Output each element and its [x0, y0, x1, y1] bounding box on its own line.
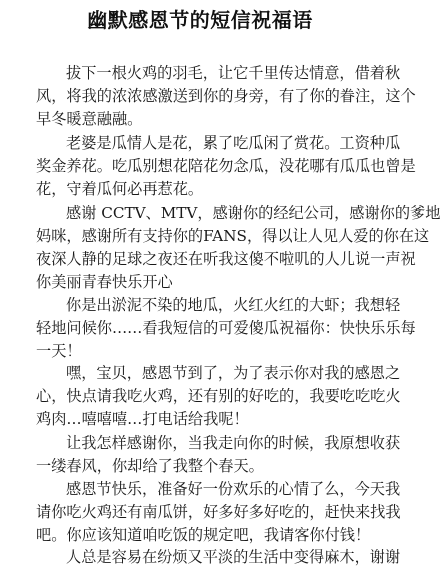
paragraph-line: 老婆是瓜情人是花，累了吃瓜闲了赏花。工资种瓜 [66, 134, 401, 152]
paragraph-4 [36, 294, 416, 363]
paragraph-line: 风，将我的浓浓感激送到你的身旁，有了你的眷注，这个 [36, 87, 416, 105]
paragraph-6 [36, 432, 401, 478]
paragraph-line: 拔下一根火鸡的羽毛，让它千里传达情意，借着秋 [66, 64, 401, 82]
paragraph-line: 感恩节快乐，准备好一份欢乐的心情了么，今天我 [66, 480, 401, 498]
paragraph-line: 一天！ [36, 342, 82, 360]
paragraph-line: 感谢 CCTV、MTV，感谢你的经纪公司，感谢你的爹地 [66, 204, 440, 222]
paragraph-line: 轻地问候你……看我短信的可爱傻瓜祝福你：快快乐乐每 [36, 319, 416, 337]
paragraph-line: 鸡肉…嘻嘻嘻…打电话给我呢！ [36, 410, 249, 428]
paragraph-line: 一缕春风，你却给了我整个春天。 [36, 457, 264, 475]
article-title: 幽默感恩节的短信祝福语 [87, 8, 313, 32]
paragraph-line: 妈咪，感谢所有支持你的FANS，得以让人见人爱的你在这 [36, 227, 430, 245]
paragraph-line: 奖金养花。吃瓜别想花陪花勿念瓜，没花哪有瓜瓜也曾是 [36, 157, 416, 175]
paragraph-2 [36, 132, 416, 201]
paragraph-line: 让我怎样感谢你，当我走向你的时候，我原想收获 [66, 434, 401, 452]
paragraph-line: 心，快点请我吃火鸡，还有别的好吃的，我要吃吃吃火 [36, 387, 401, 405]
paragraph-line: 人总是容易在纷烦又平淡的生活中变得麻木，谢谢 [66, 548, 401, 566]
paragraph-line: 花，守着瓜何必再惹花。 [36, 180, 204, 198]
paragraph-3 [36, 202, 440, 294]
paragraph-line: 夜深人静的足球之夜还在听我这傻不啦叽的人儿说一声祝 [36, 250, 416, 268]
paragraph-8 [36, 546, 401, 569]
paragraph-line: 你美丽青春快乐开心 [36, 273, 173, 291]
paragraph-1 [36, 62, 416, 131]
paragraph-line: 早冬暖意融融。 [36, 110, 143, 128]
paragraph-7 [36, 478, 401, 547]
paragraph-line: 请你吃火鸡还有南瓜饼，好多好多好吃的，赶快来找我 [36, 503, 401, 521]
paragraph-line: 嘿，宝贝，感恩节到了，为了表示你对我的感恩之 [66, 364, 401, 382]
paragraph-5 [36, 362, 401, 431]
paragraph-line: 你是出淤泥不染的地瓜，火红火红的大虾；我想轻 [66, 296, 401, 314]
paragraph-line: 吧。你应该知道咱吃饭的规定吧，我请客你付钱！ [36, 526, 371, 544]
